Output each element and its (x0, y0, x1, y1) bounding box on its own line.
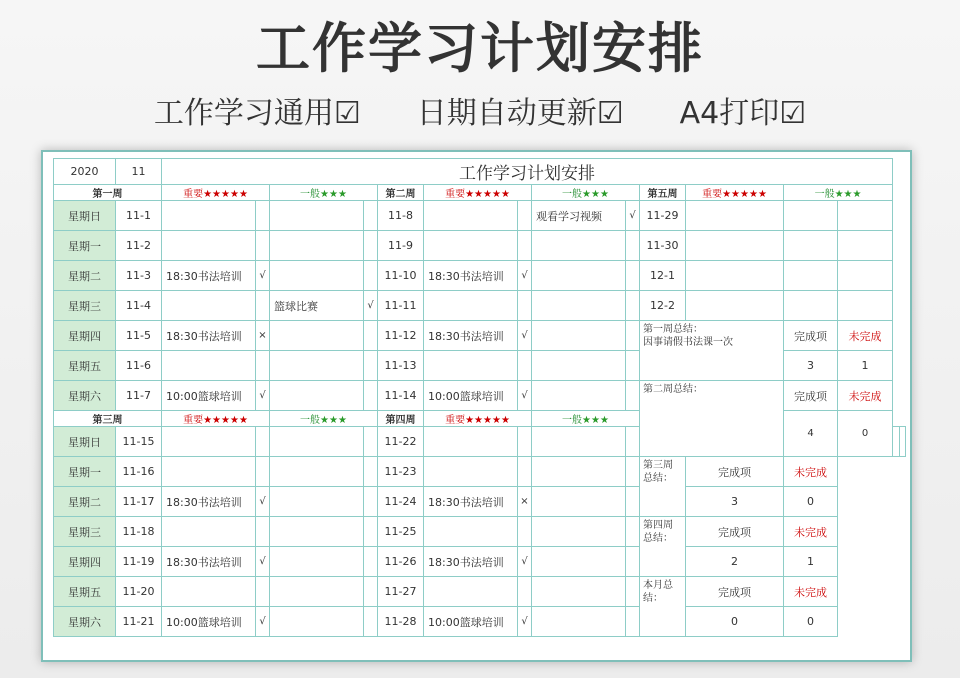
important-task: 18:30书法培训 (162, 487, 256, 517)
undone-label: 未完成 (838, 321, 893, 351)
normal-header (784, 185, 893, 201)
normal-task (532, 517, 626, 547)
important-header (424, 185, 532, 201)
summary-week2: 第二周总结： (640, 381, 784, 457)
star-rating: ★★★ (320, 415, 347, 426)
star-rating: ★★★ (582, 189, 609, 200)
day-label: 星期二 (54, 261, 116, 291)
date-cell: 11-13 (378, 351, 424, 381)
cell (838, 201, 893, 231)
important-task: 18:30书法培训 (424, 487, 518, 517)
status-mark (364, 427, 378, 457)
feature-item: 日期自动更新☑ (416, 96, 624, 131)
status-mark: √ (626, 201, 640, 231)
day-label: 星期一 (54, 231, 116, 261)
date-cell: 11-11 (378, 291, 424, 321)
date-cell: 11-6 (116, 351, 162, 381)
normal-task (270, 231, 364, 261)
normal-task (532, 607, 626, 637)
status-mark (364, 351, 378, 381)
cell (784, 291, 838, 321)
done-count: 2 (686, 547, 784, 577)
status-mark: √ (256, 381, 270, 411)
undone-label: 未完成 (784, 577, 838, 607)
status-mark (626, 547, 640, 577)
undone-count: 0 (784, 487, 838, 517)
status-mark (256, 201, 270, 231)
normal-task (532, 487, 626, 517)
status-mark (518, 427, 532, 457)
status-mark (364, 547, 378, 577)
cell (686, 291, 784, 321)
normal-task: 篮球比赛 (270, 291, 364, 321)
status-mark: √ (256, 607, 270, 637)
cell (686, 231, 784, 261)
undone-label: 未完成 (784, 457, 838, 487)
status-mark (364, 321, 378, 351)
status-mark (626, 261, 640, 291)
date-cell: 11-14 (378, 381, 424, 411)
date-cell: 12-1 (640, 261, 686, 291)
date-cell: 11-23 (378, 457, 424, 487)
important-task (162, 427, 256, 457)
normal-task (270, 547, 364, 577)
important-task (162, 291, 256, 321)
day-label: 星期六 (54, 381, 116, 411)
normal-task (532, 381, 626, 411)
status-mark (364, 607, 378, 637)
star-rating: ★★★★★ (722, 189, 767, 200)
important-task (424, 577, 518, 607)
date-cell: 12-2 (640, 291, 686, 321)
status-mark: √ (518, 547, 532, 577)
day-label: 星期三 (54, 291, 116, 321)
normal-task (270, 427, 364, 457)
important-task: 10:00篮球培训 (162, 381, 256, 411)
status-mark: √ (518, 261, 532, 291)
date-cell: 11-2 (116, 231, 162, 261)
status-mark (364, 381, 378, 411)
status-mark (518, 351, 532, 381)
week-header: 第三周 (54, 411, 162, 427)
undone-count: 0 (784, 607, 838, 637)
date-cell: 11-16 (116, 457, 162, 487)
week-header: 第二周 (378, 185, 424, 201)
normal-task (270, 517, 364, 547)
date-cell: 11-24 (378, 487, 424, 517)
done-label: 完成项 (686, 517, 784, 547)
cell (784, 261, 838, 291)
year-cell: 2020 (54, 159, 116, 185)
status-mark (364, 457, 378, 487)
date-cell: 11-20 (116, 577, 162, 607)
priority-label: 一般 (300, 189, 321, 200)
month-cell: 11 (116, 159, 162, 185)
star-rating: ★★★ (834, 189, 862, 200)
normal-task: 观看学习视频 (532, 201, 626, 231)
priority-label: 一般 (562, 189, 583, 200)
cell (686, 201, 784, 231)
done-count: 3 (784, 351, 838, 381)
cell (838, 231, 893, 261)
day-label: 星期四 (54, 547, 116, 577)
normal-task (270, 261, 364, 291)
important-task (424, 201, 518, 231)
week-header: 第五周 (640, 185, 686, 201)
status-mark (256, 517, 270, 547)
status-mark: √ (256, 261, 270, 291)
summary-month: 本月总结： (640, 577, 686, 637)
status-mark (626, 577, 640, 607)
important-task: 18:30书法培训 (424, 321, 518, 351)
status-mark: √ (364, 291, 378, 321)
important-header (162, 185, 270, 201)
important-task: 18:30书法培训 (162, 321, 256, 351)
status-mark (256, 427, 270, 457)
status-mark: × (256, 321, 270, 351)
important-task (162, 517, 256, 547)
star-rating: ★★★★★ (465, 415, 510, 426)
date-cell: 11-21 (116, 607, 162, 637)
priority-label: 重要 (183, 189, 204, 200)
done-count: 4 (784, 411, 838, 457)
summary-label: 第一周总结： (643, 324, 703, 335)
normal-header (532, 185, 640, 201)
status-mark (626, 291, 640, 321)
hero-title: 工作学习计划安排 (256, 17, 704, 80)
undone-label: 未完成 (784, 517, 838, 547)
date-cell: 11-15 (116, 427, 162, 457)
normal-task (532, 577, 626, 607)
status-mark (364, 517, 378, 547)
star-rating: ★★★ (320, 189, 347, 200)
date-cell: 11-22 (378, 427, 424, 457)
status-mark (518, 201, 532, 231)
cell (784, 201, 838, 231)
normal-task (270, 577, 364, 607)
cell (784, 231, 838, 261)
status-mark (364, 261, 378, 291)
normal-task (270, 321, 364, 351)
done-label: 完成项 (784, 381, 838, 411)
important-task (162, 457, 256, 487)
status-mark (364, 577, 378, 607)
done-count: 0 (686, 607, 784, 637)
week-header: 第一周 (54, 185, 162, 201)
status-mark: √ (518, 381, 532, 411)
day-label: 星期三 (54, 517, 116, 547)
date-cell: 11-27 (378, 577, 424, 607)
status-mark: √ (518, 321, 532, 351)
day-label: 星期二 (54, 487, 116, 517)
important-task (162, 201, 256, 231)
status-mark (256, 577, 270, 607)
date-cell: 11-25 (378, 517, 424, 547)
normal-task (270, 487, 364, 517)
status-mark (364, 201, 378, 231)
summary-week3: 第三周总结： (640, 457, 686, 517)
normal-header (270, 411, 378, 427)
week-header: 第四周 (378, 411, 424, 427)
status-mark (626, 231, 640, 261)
day-label: 星期日 (54, 427, 116, 457)
important-task (424, 291, 518, 321)
spreadsheet-preview (41, 150, 912, 662)
normal-task (270, 457, 364, 487)
date-cell: 11-17 (116, 487, 162, 517)
date-cell: 11-8 (378, 201, 424, 231)
important-task (424, 457, 518, 487)
summary-week4: 第四周总结： (640, 517, 686, 577)
status-mark (364, 487, 378, 517)
feature-item: A4打印☑ (679, 96, 807, 131)
normal-task (532, 291, 626, 321)
day-label: 星期五 (54, 351, 116, 381)
plan-table (53, 158, 906, 637)
cell (686, 261, 784, 291)
status-mark (256, 231, 270, 261)
done-label: 完成项 (686, 457, 784, 487)
day-label: 星期日 (54, 201, 116, 231)
important-task: 18:30书法培训 (424, 261, 518, 291)
status-mark (518, 231, 532, 261)
date-cell: 11-4 (116, 291, 162, 321)
feature-item: 工作学习通用☑ (153, 96, 361, 131)
star-rating: ★★★★★ (203, 415, 248, 426)
summary-week1 (640, 321, 784, 381)
important-header (424, 411, 532, 427)
priority-label: 一般 (814, 189, 835, 200)
normal-task (270, 201, 364, 231)
day-label: 星期一 (54, 457, 116, 487)
date-cell: 11-10 (378, 261, 424, 291)
date-cell: 11-7 (116, 381, 162, 411)
done-label: 完成项 (686, 577, 784, 607)
star-rating: ★★★★★ (465, 189, 510, 200)
day-label: 星期五 (54, 577, 116, 607)
priority-label: 重要 (183, 415, 204, 426)
normal-header (532, 411, 640, 427)
done-count: 3 (686, 487, 784, 517)
date-cell: 11-29 (640, 201, 686, 231)
cell (838, 291, 893, 321)
undone-count: 0 (838, 411, 893, 457)
important-task: 10:00篮球培训 (162, 607, 256, 637)
undone-count: 1 (784, 547, 838, 577)
normal-task (532, 547, 626, 577)
status-mark: √ (518, 607, 532, 637)
undone-label: 未完成 (838, 381, 893, 411)
status-mark: √ (256, 547, 270, 577)
normal-task (532, 351, 626, 381)
date-cell: 11-5 (116, 321, 162, 351)
status-mark (518, 457, 532, 487)
important-task: 18:30书法培训 (162, 261, 256, 291)
normal-header (270, 185, 378, 201)
normal-task (532, 457, 626, 487)
normal-task (270, 607, 364, 637)
date-cell: 11-1 (116, 201, 162, 231)
normal-task (532, 261, 626, 291)
normal-task (532, 231, 626, 261)
feature-list (0, 88, 960, 132)
status-mark (518, 291, 532, 321)
important-header (686, 185, 784, 201)
date-cell: 11-9 (378, 231, 424, 261)
date-cell: 11-26 (378, 547, 424, 577)
normal-task (532, 427, 626, 457)
priority-label: 重要 (445, 189, 466, 200)
date-cell: 11-19 (116, 547, 162, 577)
status-mark (256, 291, 270, 321)
important-task: 10:00篮球培训 (424, 381, 518, 411)
priority-label: 一般 (300, 415, 321, 426)
important-task: 18:30书法培训 (424, 547, 518, 577)
cell (838, 261, 893, 291)
undone-count: 1 (838, 351, 893, 381)
date-cell: 11-28 (378, 607, 424, 637)
status-mark: × (518, 487, 532, 517)
status-mark (626, 517, 640, 547)
date-cell: 11-12 (378, 321, 424, 351)
important-task: 18:30书法培训 (162, 547, 256, 577)
status-mark (626, 321, 640, 351)
status-mark (364, 231, 378, 261)
done-label: 完成项 (784, 321, 838, 351)
status-mark (626, 427, 640, 457)
status-mark (626, 607, 640, 637)
day-label: 星期四 (54, 321, 116, 351)
day-label: 星期六 (54, 607, 116, 637)
status-mark (626, 351, 640, 381)
star-rating: ★★★★★ (203, 189, 248, 200)
important-task (424, 351, 518, 381)
status-mark (518, 577, 532, 607)
normal-task (270, 381, 364, 411)
important-task (424, 231, 518, 261)
summary-note: 因事请假书法课一次 (643, 337, 733, 348)
cell (899, 427, 905, 457)
status-mark (626, 381, 640, 411)
important-task (162, 577, 256, 607)
star-rating: ★★★ (582, 415, 609, 426)
important-task (424, 517, 518, 547)
important-header (162, 411, 270, 427)
important-task (424, 427, 518, 457)
date-cell: 11-30 (640, 231, 686, 261)
status-mark (518, 517, 532, 547)
priority-label: 重要 (702, 189, 723, 200)
status-mark (256, 457, 270, 487)
status-mark (626, 457, 640, 487)
normal-task (270, 351, 364, 381)
important-task: 10:00篮球培训 (424, 607, 518, 637)
priority-label: 重要 (445, 415, 466, 426)
sheet-title: 工作学习计划安排 (162, 159, 893, 185)
priority-label: 一般 (562, 415, 583, 426)
status-mark: √ (256, 487, 270, 517)
important-task (162, 231, 256, 261)
date-cell: 11-3 (116, 261, 162, 291)
status-mark (626, 487, 640, 517)
date-cell: 11-18 (116, 517, 162, 547)
important-task (162, 351, 256, 381)
normal-task (532, 321, 626, 351)
status-mark (256, 351, 270, 381)
